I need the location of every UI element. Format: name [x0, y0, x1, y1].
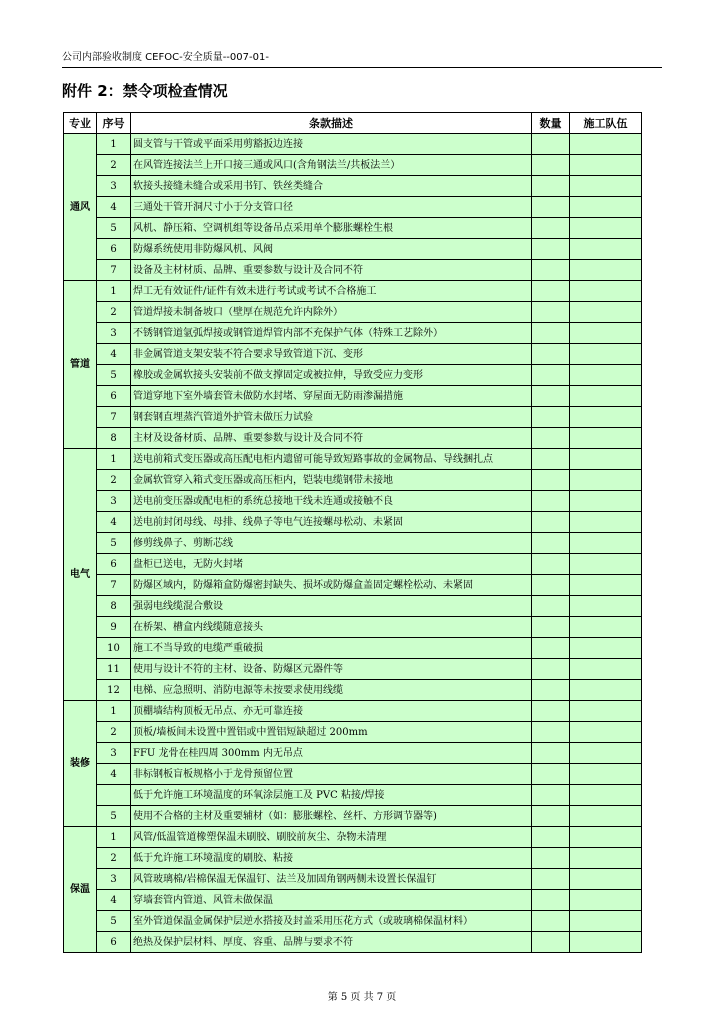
quantity-cell[interactable]	[532, 449, 570, 470]
table-row	[64, 449, 642, 470]
team-cell[interactable]	[570, 155, 642, 176]
table-row	[64, 680, 642, 701]
quantity-cell[interactable]	[532, 743, 570, 764]
item-number-cell: 2	[97, 470, 131, 491]
item-number-cell: 6	[97, 386, 131, 407]
team-cell[interactable]	[570, 470, 642, 491]
item-number-cell: 4	[97, 512, 131, 533]
description-cell: 钢套钢直埋蒸汽管道外护管未做压力试验	[131, 407, 532, 428]
quantity-cell[interactable]	[532, 575, 570, 596]
team-cell[interactable]	[570, 323, 642, 344]
table-row	[64, 659, 642, 680]
item-number-cell: 2	[97, 722, 131, 743]
item-number-cell: 5	[97, 365, 131, 386]
description-cell: 电梯、应急照明、消防电源等未按要求使用线缆	[131, 680, 532, 701]
table-row	[64, 197, 642, 218]
item-number-cell: 1	[97, 701, 131, 722]
quantity-cell[interactable]	[532, 806, 570, 827]
description-cell: 软接头接缝未缝合或采用书钉、铁丝类缝合	[131, 176, 532, 197]
description-cell: 管道穿地下室外墙套管未做防水封堵、穿屋面无防雨渗漏措施	[131, 386, 532, 407]
discipline-cell: 通风	[64, 134, 97, 281]
table-row	[64, 260, 642, 281]
team-cell[interactable]	[570, 407, 642, 428]
team-cell[interactable]	[570, 512, 642, 533]
item-number-cell: 7	[97, 407, 131, 428]
quantity-cell[interactable]	[532, 302, 570, 323]
item-number-cell: 3	[97, 743, 131, 764]
team-cell[interactable]	[570, 239, 642, 260]
team-cell[interactable]	[570, 428, 642, 449]
description-cell: 低于允许施工环境温度的刷胶、粘接	[131, 848, 532, 869]
team-cell[interactable]	[570, 134, 642, 155]
quantity-cell[interactable]	[532, 155, 570, 176]
item-number-cell: 5	[97, 911, 131, 932]
description-cell: 施工不当导致的电缆严重破损	[131, 638, 532, 659]
page-title: 附件 2：禁令项检查情况	[62, 82, 228, 100]
description-cell: 穿墙套管内管道、风管未做保温	[131, 890, 532, 911]
item-number-cell: 4	[97, 764, 131, 785]
description-cell: FFU 龙骨在桂四周 300mm 内无吊点	[131, 743, 532, 764]
item-number-cell: 4	[97, 197, 131, 218]
table-row	[64, 134, 642, 155]
page-footer: 第 5 页 共 7 页	[327, 992, 397, 1003]
team-cell[interactable]	[570, 911, 642, 932]
column-header-quantity: 数量	[532, 113, 570, 134]
description-cell: 三通处干管开洞尺寸小于分支管口径	[131, 197, 532, 218]
description-cell: 非金属管道支架安装不符合要求导致管道下沉、变形	[131, 344, 532, 365]
description-cell: 管道焊接未制备坡口（壁厚在规范允许内除外）	[131, 302, 532, 323]
description-cell: 主材及设备材质、品牌、重要参数与设计及合同不符	[131, 428, 532, 449]
quantity-cell[interactable]	[532, 323, 570, 344]
team-cell[interactable]	[570, 869, 642, 890]
description-cell: 设备及主材材质、品牌、重要参数与设计及合同不符	[131, 260, 532, 281]
table-row	[64, 890, 642, 911]
team-cell[interactable]	[570, 575, 642, 596]
item-number-cell: 8	[97, 428, 131, 449]
quantity-cell[interactable]	[532, 407, 570, 428]
column-header-team: 施工队伍	[570, 113, 642, 134]
item-number-cell: 6	[97, 932, 131, 953]
team-cell[interactable]	[570, 932, 642, 953]
quantity-cell[interactable]	[532, 932, 570, 953]
item-number-cell: 2	[97, 155, 131, 176]
item-number-cell: 10	[97, 638, 131, 659]
description-cell: 绝热及保护层材料、厚度、容重、品牌与要求不符	[131, 932, 532, 953]
table-row	[64, 491, 642, 512]
item-number-cell: 4	[97, 890, 131, 911]
discipline-cell: 管道	[64, 281, 97, 449]
team-cell[interactable]	[570, 890, 642, 911]
team-cell[interactable]	[570, 785, 642, 806]
quantity-cell[interactable]	[532, 491, 570, 512]
item-number-cell: 1	[97, 134, 131, 155]
team-cell[interactable]	[570, 680, 642, 701]
table-row	[64, 869, 642, 890]
discipline-cell: 保温	[64, 827, 97, 953]
quantity-cell[interactable]	[532, 344, 570, 365]
quantity-cell[interactable]	[532, 638, 570, 659]
item-number-cell: 5	[97, 218, 131, 239]
team-cell[interactable]	[570, 827, 642, 848]
table-row	[64, 176, 642, 197]
item-number-cell: 3	[97, 491, 131, 512]
description-cell: 盘柜已送电，无防火封堵	[131, 554, 532, 575]
table-row	[64, 239, 642, 260]
description-cell: 强弱电线缆混合敷设	[131, 596, 532, 617]
description-cell: 圆支管与干管或平面采用剪豁扳边连接	[131, 134, 532, 155]
team-cell[interactable]	[570, 176, 642, 197]
table-row	[64, 911, 642, 932]
item-number-cell: 12	[97, 680, 131, 701]
quantity-cell[interactable]	[532, 218, 570, 239]
description-cell: 室外管道保温金属保护层逆水搭接及封盖采用压花方式（或玻璃棉保温材料）	[131, 911, 532, 932]
team-cell[interactable]	[570, 596, 642, 617]
description-cell: 风管玻璃棉/岩棉保温无保温钉、法兰及加固角钢两侧未设置长保温钉	[131, 869, 532, 890]
table-row	[64, 932, 642, 953]
quantity-cell[interactable]	[532, 890, 570, 911]
item-number-cell: 3	[97, 869, 131, 890]
table-row	[64, 512, 642, 533]
item-number-cell: 1	[97, 281, 131, 302]
table-row	[64, 617, 642, 638]
description-cell: 金属软管穿入箱式变压器或高压柜内，铠装电缆钢带未接地	[131, 470, 532, 491]
description-cell: 修剪线鼻子、剪断芯线	[131, 533, 532, 554]
discipline-cell: 装修	[64, 701, 97, 827]
column-header-discipline: 专业	[64, 113, 97, 134]
description-cell: 风机、静压箱、空调机组等设备吊点采用单个膨胀螺栓生根	[131, 218, 532, 239]
table-row	[64, 428, 642, 449]
table-row	[64, 722, 642, 743]
description-cell: 使用不合格的主材及重要辅材（如：膨胀螺栓、丝杆、方形调节器等)	[131, 806, 532, 827]
quantity-cell[interactable]	[532, 197, 570, 218]
team-cell[interactable]	[570, 701, 642, 722]
item-number-cell: 6	[97, 239, 131, 260]
table-row	[64, 764, 642, 785]
quantity-cell[interactable]	[532, 533, 570, 554]
description-cell: 低于允许施工环境温度的环氧涂层施工及 PVC 粘接/焊接	[131, 785, 532, 806]
quantity-cell[interactable]	[532, 428, 570, 449]
team-cell[interactable]	[570, 218, 642, 239]
table-row	[64, 302, 642, 323]
table-body	[64, 134, 642, 953]
table-row	[64, 323, 642, 344]
team-cell[interactable]	[570, 260, 642, 281]
description-cell: 送电前箱式变压器或高压配电柜内遗留可能导致短路事故的金属物品、导线捆扎点	[131, 449, 532, 470]
description-cell: 非标钢板盲板规格小于龙骨预留位置	[131, 764, 532, 785]
quantity-cell[interactable]	[532, 911, 570, 932]
table-row	[64, 554, 642, 575]
quantity-cell[interactable]	[532, 701, 570, 722]
item-number-cell: 1	[97, 827, 131, 848]
description-cell: 送电前变压器或配电柜的系统总接地干线未连通或接触不良	[131, 491, 532, 512]
team-cell[interactable]	[570, 344, 642, 365]
item-number-cell: 7	[97, 575, 131, 596]
team-cell[interactable]	[570, 365, 642, 386]
description-cell: 焊工无有效证件/证件有效未进行考试或考试不合格施工	[131, 281, 532, 302]
column-header-description: 条款描述	[131, 113, 532, 134]
item-number-cell: 6	[97, 554, 131, 575]
team-cell[interactable]	[570, 617, 642, 638]
prohibition-check-table	[63, 112, 642, 953]
description-cell: 防爆系统使用非防爆风机、风阀	[131, 239, 532, 260]
table-row	[64, 365, 642, 386]
team-cell[interactable]	[570, 554, 642, 575]
quantity-cell[interactable]	[532, 176, 570, 197]
table-header-row	[64, 113, 642, 134]
table-row	[64, 470, 642, 491]
quantity-cell[interactable]	[532, 659, 570, 680]
item-number-cell: 5	[97, 533, 131, 554]
item-number-cell: 3	[97, 323, 131, 344]
quantity-cell[interactable]	[532, 365, 570, 386]
team-cell[interactable]	[570, 638, 642, 659]
quantity-cell[interactable]	[532, 239, 570, 260]
table-row	[64, 533, 642, 554]
quantity-cell[interactable]	[532, 680, 570, 701]
quantity-cell[interactable]	[532, 134, 570, 155]
quantity-cell[interactable]	[532, 869, 570, 890]
description-cell: 顶棚墙结构顶板无吊点、亦无可靠连接	[131, 701, 532, 722]
table-row	[64, 701, 642, 722]
discipline-cell: 电气	[64, 449, 97, 701]
quantity-cell[interactable]	[532, 554, 570, 575]
table-row	[64, 407, 642, 428]
team-cell[interactable]	[570, 281, 642, 302]
team-cell[interactable]	[570, 302, 642, 323]
table-row	[64, 344, 642, 365]
item-number-cell	[97, 785, 131, 806]
quantity-cell[interactable]	[532, 281, 570, 302]
description-cell: 顶板/墙板间未设置中置铝或中置铝短缺超过 200mm	[131, 722, 532, 743]
item-number-cell: 4	[97, 344, 131, 365]
description-cell: 防爆区域内，防爆箱盒防爆密封缺失、损坏或防爆盒盖固定螺栓松动、未紧固	[131, 575, 532, 596]
quantity-cell[interactable]	[532, 827, 570, 848]
item-number-cell: 5	[97, 806, 131, 827]
description-cell: 橡胶或金属软接头安装前不做支撑固定或被拉伸，导致受应力变形	[131, 365, 532, 386]
table-row	[64, 806, 642, 827]
item-number-cell: 9	[97, 617, 131, 638]
quantity-cell[interactable]	[532, 596, 570, 617]
quantity-cell[interactable]	[532, 764, 570, 785]
team-cell[interactable]	[570, 533, 642, 554]
table-row	[64, 785, 642, 806]
quantity-cell[interactable]	[532, 785, 570, 806]
team-cell[interactable]	[570, 491, 642, 512]
description-cell: 不锈钢管道氩弧焊接或钢管道焊管内部不充保护气体（特殊工艺除外）	[131, 323, 532, 344]
team-cell[interactable]	[570, 848, 642, 869]
item-number-cell: 2	[97, 302, 131, 323]
table-row	[64, 743, 642, 764]
item-number-cell: 2	[97, 848, 131, 869]
team-cell[interactable]	[570, 659, 642, 680]
team-cell[interactable]	[570, 449, 642, 470]
team-cell[interactable]	[570, 743, 642, 764]
table-row	[64, 218, 642, 239]
item-number-cell: 8	[97, 596, 131, 617]
description-cell: 在桥架、槽盒内线缆随意接头	[131, 617, 532, 638]
team-cell[interactable]	[570, 806, 642, 827]
quantity-cell[interactable]	[532, 722, 570, 743]
quantity-cell[interactable]	[532, 617, 570, 638]
quantity-cell[interactable]	[532, 386, 570, 407]
description-cell: 使用与设计不符的主材、设备、防爆区元器件等	[131, 659, 532, 680]
description-cell: 在风管连接法兰上开口接三通或风口(含角钢法兰/共板法兰）	[131, 155, 532, 176]
table-row	[64, 638, 642, 659]
quantity-cell[interactable]	[532, 848, 570, 869]
item-number-cell: 11	[97, 659, 131, 680]
column-header-number: 序号	[97, 113, 131, 134]
quantity-cell[interactable]	[532, 470, 570, 491]
table-row	[64, 575, 642, 596]
page-header: 公司内部验收制度 CEFOC-安全质量--007-01-	[62, 50, 662, 68]
item-number-cell: 1	[97, 449, 131, 470]
quantity-cell[interactable]	[532, 260, 570, 281]
quantity-cell[interactable]	[532, 512, 570, 533]
table-row	[64, 596, 642, 617]
team-cell[interactable]	[570, 197, 642, 218]
team-cell[interactable]	[570, 722, 642, 743]
team-cell[interactable]	[570, 386, 642, 407]
item-number-cell: 3	[97, 176, 131, 197]
description-cell: 送电前封闭母线、母排、线鼻子等电气连接螺母松动、未紧固	[131, 512, 532, 533]
team-cell[interactable]	[570, 764, 642, 785]
table-row	[64, 827, 642, 848]
table-row	[64, 281, 642, 302]
table-row	[64, 848, 642, 869]
table-row	[64, 386, 642, 407]
description-cell: 风管/低温管道橡塑保温未刷胶、刷胶前灰尘、杂物未清理	[131, 827, 532, 848]
table-row	[64, 155, 642, 176]
item-number-cell: 7	[97, 260, 131, 281]
